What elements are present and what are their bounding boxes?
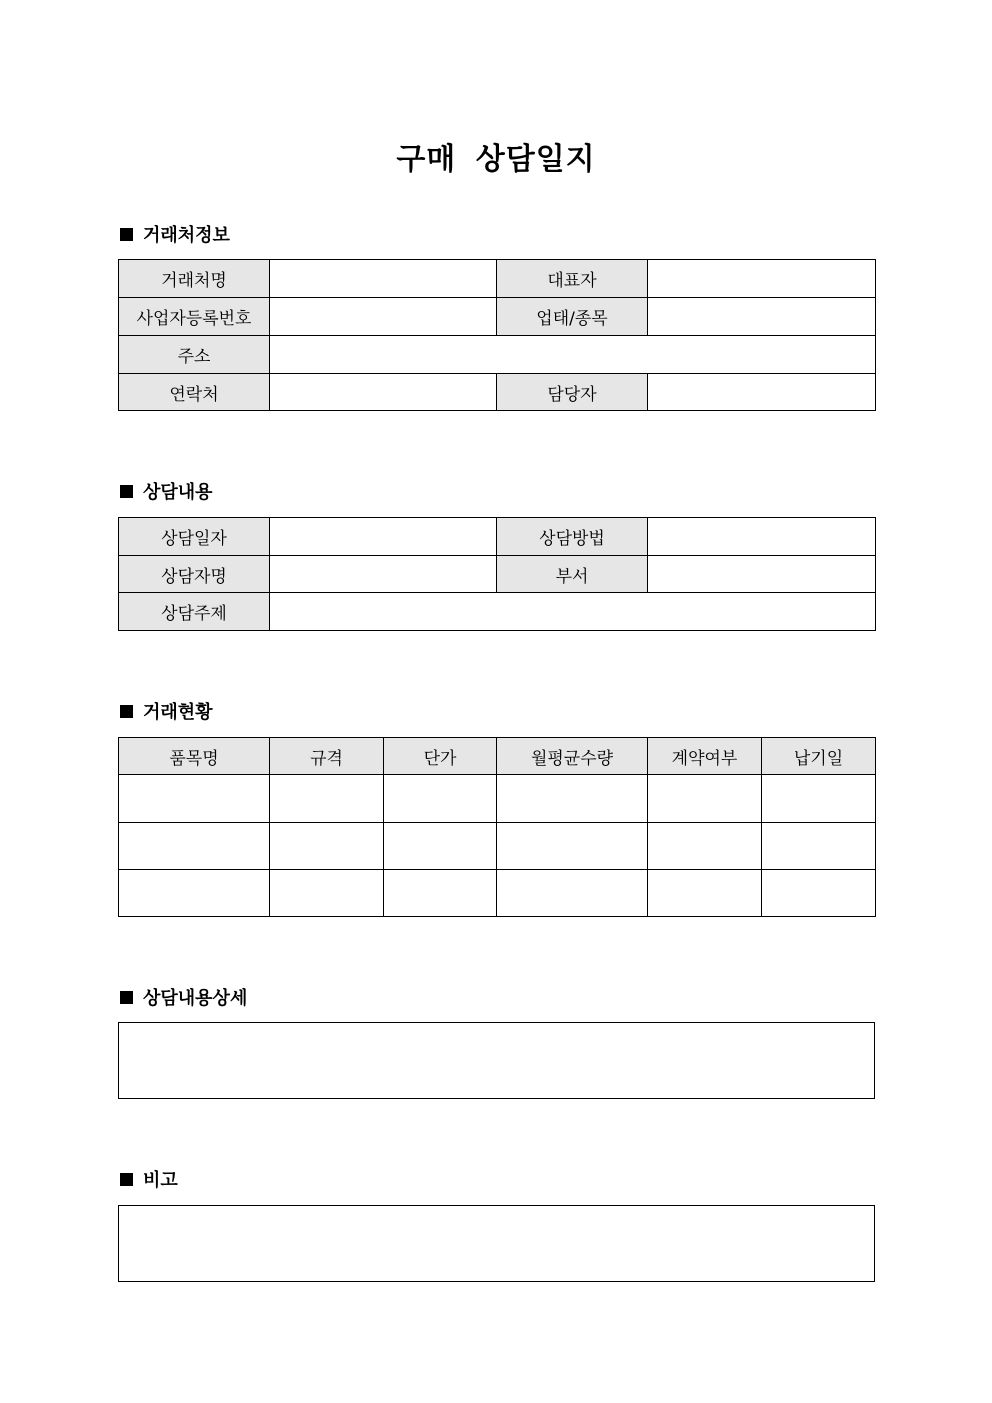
- ceo-field[interactable]: [648, 260, 876, 298]
- column-header-unit-price: 단가: [384, 738, 497, 775]
- label-consult-method: 상담방법: [497, 518, 648, 556]
- business-number-field[interactable]: [270, 298, 497, 336]
- label-consult-subject: 상담주제: [119, 593, 270, 631]
- table-row: [119, 775, 876, 823]
- table-cell[interactable]: [497, 870, 648, 917]
- square-bullet-icon: [120, 485, 133, 498]
- table-cell[interactable]: [270, 775, 384, 823]
- square-bullet-icon: [120, 991, 133, 1004]
- section-heading-label: 상담내용상세: [143, 988, 248, 1009]
- table-row: [119, 823, 876, 870]
- consult-subject-field[interactable]: [270, 593, 876, 631]
- partner-name-field[interactable]: [270, 260, 497, 298]
- label-consultant-name: 상담자명: [119, 556, 270, 593]
- consult-info-table: [118, 517, 876, 631]
- label-partner-name: 거래처명: [119, 260, 270, 298]
- label-ceo: 대표자: [497, 260, 648, 298]
- manager-field[interactable]: [648, 374, 876, 411]
- section-heading-trade: [118, 698, 213, 724]
- table-cell[interactable]: [270, 823, 384, 870]
- column-header-monthly-quantity: 월평균수량: [497, 738, 648, 775]
- table-cell[interactable]: [384, 823, 497, 870]
- table-cell[interactable]: [384, 775, 497, 823]
- table-cell[interactable]: [762, 870, 876, 917]
- consult-detail-box[interactable]: [118, 1022, 875, 1099]
- square-bullet-icon: [120, 228, 133, 241]
- remarks-box[interactable]: [118, 1205, 875, 1282]
- table-cell[interactable]: [762, 823, 876, 870]
- column-header-contract-status: 계약여부: [648, 738, 762, 775]
- partner-info-table: [118, 259, 876, 411]
- table-cell[interactable]: [119, 775, 270, 823]
- table-cell[interactable]: [384, 870, 497, 917]
- section-heading-label: 거래현황: [143, 702, 213, 723]
- square-bullet-icon: [120, 705, 133, 718]
- contact-field[interactable]: [270, 374, 497, 411]
- section-heading-remarks: [118, 1166, 178, 1192]
- consult-method-field[interactable]: [648, 518, 876, 556]
- column-header-item: 품목명: [119, 738, 270, 775]
- table-cell[interactable]: [648, 870, 762, 917]
- label-consult-date: 상담일자: [119, 518, 270, 556]
- section-heading-label: 상담내용: [143, 482, 213, 503]
- label-contact: 연락처: [119, 374, 270, 411]
- label-department: 부서: [497, 556, 648, 593]
- label-manager: 담당자: [497, 374, 648, 411]
- business-type-field[interactable]: [648, 298, 876, 336]
- page-title: 구매 상담일지: [396, 142, 596, 177]
- section-heading-label: 비고: [143, 1170, 178, 1191]
- column-header-spec: 규격: [270, 738, 384, 775]
- table-cell[interactable]: [119, 870, 270, 917]
- trade-status-table: [118, 737, 876, 917]
- table-cell[interactable]: [270, 870, 384, 917]
- section-heading-partner: [118, 221, 230, 247]
- square-bullet-icon: [120, 1173, 133, 1186]
- column-header-delivery-date: 납기일: [762, 738, 876, 775]
- table-cell[interactable]: [648, 823, 762, 870]
- address-field[interactable]: [270, 336, 876, 374]
- consultant-name-field[interactable]: [270, 556, 497, 593]
- section-heading-detail: [118, 984, 247, 1010]
- table-cell[interactable]: [648, 775, 762, 823]
- table-row: [119, 870, 876, 917]
- label-address: 주소: [119, 336, 270, 374]
- table-cell[interactable]: [119, 823, 270, 870]
- table-cell[interactable]: [497, 775, 648, 823]
- consult-date-field[interactable]: [270, 518, 497, 556]
- section-heading-label: 거래처정보: [143, 225, 230, 246]
- label-business-type: 업태/종목: [497, 298, 648, 336]
- label-business-number: 사업자등록번호: [119, 298, 270, 336]
- table-cell[interactable]: [762, 775, 876, 823]
- department-field[interactable]: [648, 556, 876, 593]
- section-heading-consult: [118, 478, 213, 504]
- table-cell[interactable]: [497, 823, 648, 870]
